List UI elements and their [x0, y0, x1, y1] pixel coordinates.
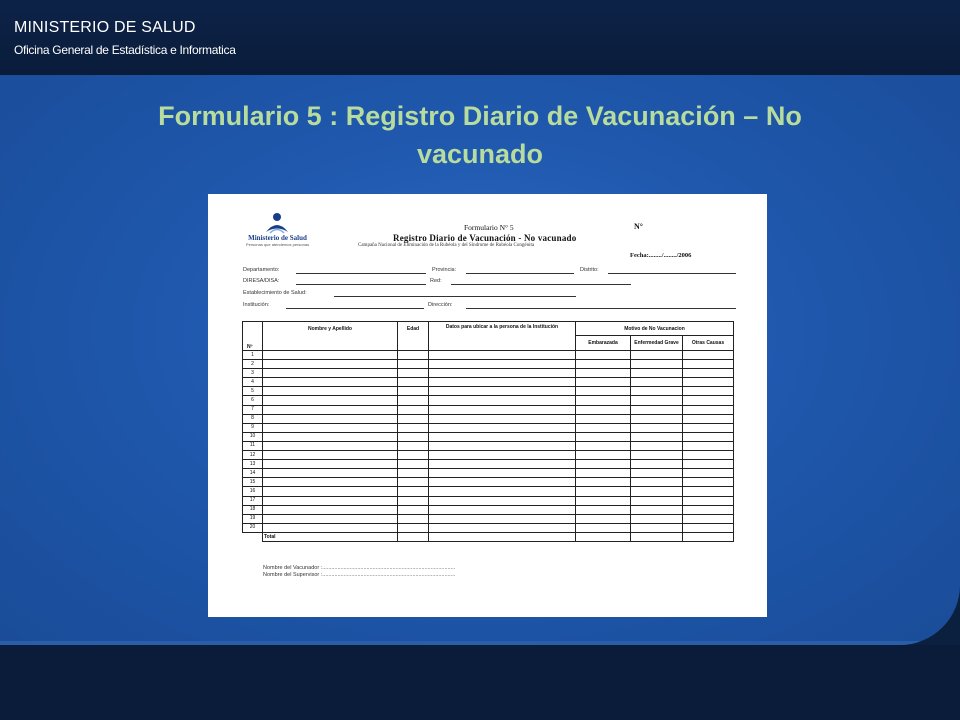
table-cell: [683, 451, 734, 460]
form-date: Fecha:......../......../2006: [630, 252, 692, 259]
slide-title: [60, 97, 900, 173]
table-cell: [683, 514, 734, 523]
row-number: 9: [243, 423, 263, 432]
table-cell: [631, 369, 683, 378]
total-cell: [398, 532, 429, 541]
table-cell: [576, 469, 631, 478]
table-row: [243, 414, 734, 423]
row-number: 14: [243, 469, 263, 478]
table-cell: [631, 523, 683, 532]
table-cell: [398, 496, 429, 505]
table-row: [243, 505, 734, 514]
table-cell: [429, 496, 576, 505]
slide-title-line2: vacunado: [416, 139, 544, 169]
table-cell: [576, 405, 631, 414]
table-cell: [631, 387, 683, 396]
table-cell: [429, 505, 576, 514]
total-cell: [576, 532, 631, 541]
table-cell: [263, 460, 398, 469]
table-cell: [576, 369, 631, 378]
table-cell: [576, 423, 631, 432]
row-number: 16: [243, 487, 263, 496]
table-cell: [576, 360, 631, 369]
table-row: [243, 423, 734, 432]
table-row: [243, 351, 734, 360]
table-cell: [576, 514, 631, 523]
table-cell: [631, 360, 683, 369]
field-distrito-label: Distrito:: [580, 267, 599, 273]
table-cell: [429, 460, 576, 469]
table-cell: [398, 451, 429, 460]
row-number: 20: [243, 523, 263, 532]
table-row: [243, 487, 734, 496]
table-cell: [398, 505, 429, 514]
table-row: [243, 460, 734, 469]
table-cell: [576, 487, 631, 496]
col-header-name: Nombre y Apellido: [263, 322, 398, 351]
table-cell: [576, 496, 631, 505]
table-row: [243, 523, 734, 532]
table-cell: [576, 414, 631, 423]
vaccination-table: [242, 321, 734, 542]
slide-header: [0, 0, 960, 75]
table-cell: [631, 469, 683, 478]
table-cell: [398, 478, 429, 487]
table-row: [243, 469, 734, 478]
table-cell: [631, 451, 683, 460]
table-cell: [398, 487, 429, 496]
slide-title-line1: Formulario 5 : Registro Diario de Vacunación – No: [158, 101, 802, 131]
row-number: 17: [243, 496, 263, 505]
field-diresa-label: DIRESA/DISA:: [243, 278, 280, 284]
total-label: Total: [263, 532, 398, 541]
table-cell: [631, 378, 683, 387]
table-cell: [576, 432, 631, 441]
table-cell: [429, 514, 576, 523]
table-cell: [398, 378, 429, 387]
table-cell: [263, 523, 398, 532]
table-cell: [263, 369, 398, 378]
table-cell: [398, 369, 429, 378]
table-row: [243, 496, 734, 505]
table-cell: [683, 496, 734, 505]
table-cell: [429, 369, 576, 378]
table-cell: [429, 423, 576, 432]
table-cell: [683, 351, 734, 360]
table-cell: [631, 351, 683, 360]
col-header-data: Datos para ubicar a la persona de la Institución: [429, 322, 576, 351]
table-cell: [263, 378, 398, 387]
table-row: [243, 441, 734, 450]
table-cell: [429, 396, 576, 405]
table-cell: [263, 451, 398, 460]
table-cell: [429, 432, 576, 441]
table-row-total: [243, 532, 734, 541]
table-cell: [429, 523, 576, 532]
col-header-other: Otras Causas: [683, 336, 734, 351]
table-cell: [429, 469, 576, 478]
table-cell: [576, 460, 631, 469]
col-header-age: Edad: [398, 322, 429, 351]
table-cell: [683, 378, 734, 387]
table-cell: [683, 414, 734, 423]
table-cell: [398, 441, 429, 450]
table-cell: [263, 478, 398, 487]
table-cell: [263, 387, 398, 396]
field-departamento-label: Departamento:: [243, 267, 280, 273]
table-cell: [683, 460, 734, 469]
field-red-label: Red:: [430, 278, 442, 284]
ministry-logo-icon: [264, 212, 290, 234]
row-number: 18: [243, 505, 263, 514]
table-row: [243, 478, 734, 487]
table-row: [243, 396, 734, 405]
table-row: [243, 369, 734, 378]
row-number: 12: [243, 451, 263, 460]
table-cell: [263, 432, 398, 441]
table-row: [243, 378, 734, 387]
field-distrito-line: [608, 273, 736, 274]
table-cell: [683, 523, 734, 532]
table-cell: [398, 387, 429, 396]
table-cell: [429, 405, 576, 414]
vaccinator-name-line: Nombre del Vacunador :.......................................................................................: [263, 565, 456, 571]
table-cell: [683, 441, 734, 450]
form-campaign: Campaña Nacional de Eliminación de la Rubéola y del Síndrome de Rubéola Congénita: [358, 243, 535, 248]
table-cell: [576, 451, 631, 460]
table-cell: [429, 351, 576, 360]
table-row: [243, 514, 734, 523]
table-cell: [398, 414, 429, 423]
field-provincia-line: [466, 273, 574, 274]
table-cell: [683, 469, 734, 478]
table-cell: [683, 487, 734, 496]
table-cell: [263, 414, 398, 423]
field-direccion-label: Dirección:: [428, 302, 453, 308]
row-number: 8: [243, 414, 263, 423]
total-cell: [683, 532, 734, 541]
table-cell: [429, 360, 576, 369]
table-cell: [398, 423, 429, 432]
table-cell: [263, 423, 398, 432]
table-cell: [429, 378, 576, 387]
supervisor-name-line: Nombre del Supervisor :.......................................................................................: [263, 572, 456, 578]
table-cell: [576, 396, 631, 405]
col-header-motive: Motivo de No Vacunacion: [576, 322, 734, 336]
table-cell: [631, 496, 683, 505]
field-departamento-line: [296, 273, 426, 274]
form-image: [208, 194, 767, 617]
form-heading: Registro Diario de Vacunación - No vacunado: [393, 233, 577, 243]
table-cell: [263, 351, 398, 360]
table-cell: [631, 396, 683, 405]
field-diresa-line: [296, 284, 426, 285]
table-cell: [429, 451, 576, 460]
table-cell: [631, 487, 683, 496]
row-number: 2: [243, 360, 263, 369]
table-cell: [576, 505, 631, 514]
table-cell: [429, 478, 576, 487]
row-number: 10: [243, 432, 263, 441]
slide-footer: [0, 645, 960, 720]
table-cell: [683, 505, 734, 514]
table-cell: [683, 432, 734, 441]
row-number: 7: [243, 405, 263, 414]
table-cell: [398, 469, 429, 478]
field-provincia-label: Provincia:: [432, 267, 457, 273]
table-cell: [683, 369, 734, 378]
table-cell: [429, 487, 576, 496]
table-cell: [631, 505, 683, 514]
row-number: 11: [243, 441, 263, 450]
form-number-label: N°: [634, 222, 643, 231]
form-number: Formulario N° 5: [464, 223, 514, 232]
table-cell: [263, 505, 398, 514]
table-cell: [683, 360, 734, 369]
table-cell: [631, 460, 683, 469]
table-cell: [398, 523, 429, 532]
field-institucion-line: [286, 308, 424, 309]
office-name: Oficina General de Estadística e Informatica: [14, 43, 236, 57]
table-cell: [263, 441, 398, 450]
field-establecimiento-line: [334, 296, 576, 297]
table-cell: [263, 405, 398, 414]
field-direccion-line: [466, 308, 736, 309]
row-number: 15: [243, 478, 263, 487]
table-cell: [683, 478, 734, 487]
field-establecimiento-label: Establecimiento de Salud:: [243, 290, 307, 296]
table-cell: [263, 496, 398, 505]
total-cell: [429, 532, 576, 541]
table-cell: [631, 478, 683, 487]
table-cell: [631, 405, 683, 414]
table-cell: [631, 414, 683, 423]
table-row: [243, 360, 734, 369]
table-row: [243, 432, 734, 441]
field-red-line: [451, 284, 631, 285]
table-row: [243, 451, 734, 460]
table-cell: [631, 432, 683, 441]
col-header-sick: Enfermedad Grave: [631, 336, 683, 351]
logo-name: Ministerio de Salud: [248, 234, 307, 242]
table-cell: [429, 387, 576, 396]
table-cell: [429, 414, 576, 423]
table-cell: [263, 469, 398, 478]
total-cell: [631, 532, 683, 541]
table-cell: [576, 351, 631, 360]
total-spacer: [243, 532, 263, 541]
table-cell: [429, 441, 576, 450]
table-cell: [683, 396, 734, 405]
row-number: 5: [243, 387, 263, 396]
table-cell: [576, 523, 631, 532]
field-institucion-label: Institución:: [243, 302, 270, 308]
table-row: [243, 405, 734, 414]
table-cell: [263, 396, 398, 405]
table-cell: [631, 441, 683, 450]
table-cell: [576, 387, 631, 396]
table-cell: [398, 460, 429, 469]
ministry-logo: [240, 212, 315, 246]
table-cell: [631, 423, 683, 432]
table-cell: [398, 432, 429, 441]
table-cell: [263, 514, 398, 523]
table-cell: [576, 378, 631, 387]
row-number: 6: [243, 396, 263, 405]
ministry-name: MINISTERIO DE SALUD: [14, 19, 196, 36]
row-number: 19: [243, 514, 263, 523]
table-cell: [398, 405, 429, 414]
row-number: 3: [243, 369, 263, 378]
logo-subtitle: Personas que atendemos personas: [245, 242, 310, 247]
col-header-no: Nº: [243, 322, 263, 351]
col-header-pregnant: Embarazada: [576, 336, 631, 351]
table-cell: [398, 396, 429, 405]
table-cell: [576, 478, 631, 487]
table-row: [243, 387, 734, 396]
table-cell: [683, 405, 734, 414]
table-cell: [263, 487, 398, 496]
table-cell: [576, 441, 631, 450]
table-cell: [683, 387, 734, 396]
row-number: 13: [243, 460, 263, 469]
row-number: 1: [243, 351, 263, 360]
table-cell: [631, 514, 683, 523]
table-cell: [263, 360, 398, 369]
table-body: [243, 351, 734, 533]
table-cell: [683, 423, 734, 432]
table-cell: [398, 514, 429, 523]
table-cell: [398, 351, 429, 360]
row-number: 4: [243, 378, 263, 387]
table-cell: [398, 360, 429, 369]
